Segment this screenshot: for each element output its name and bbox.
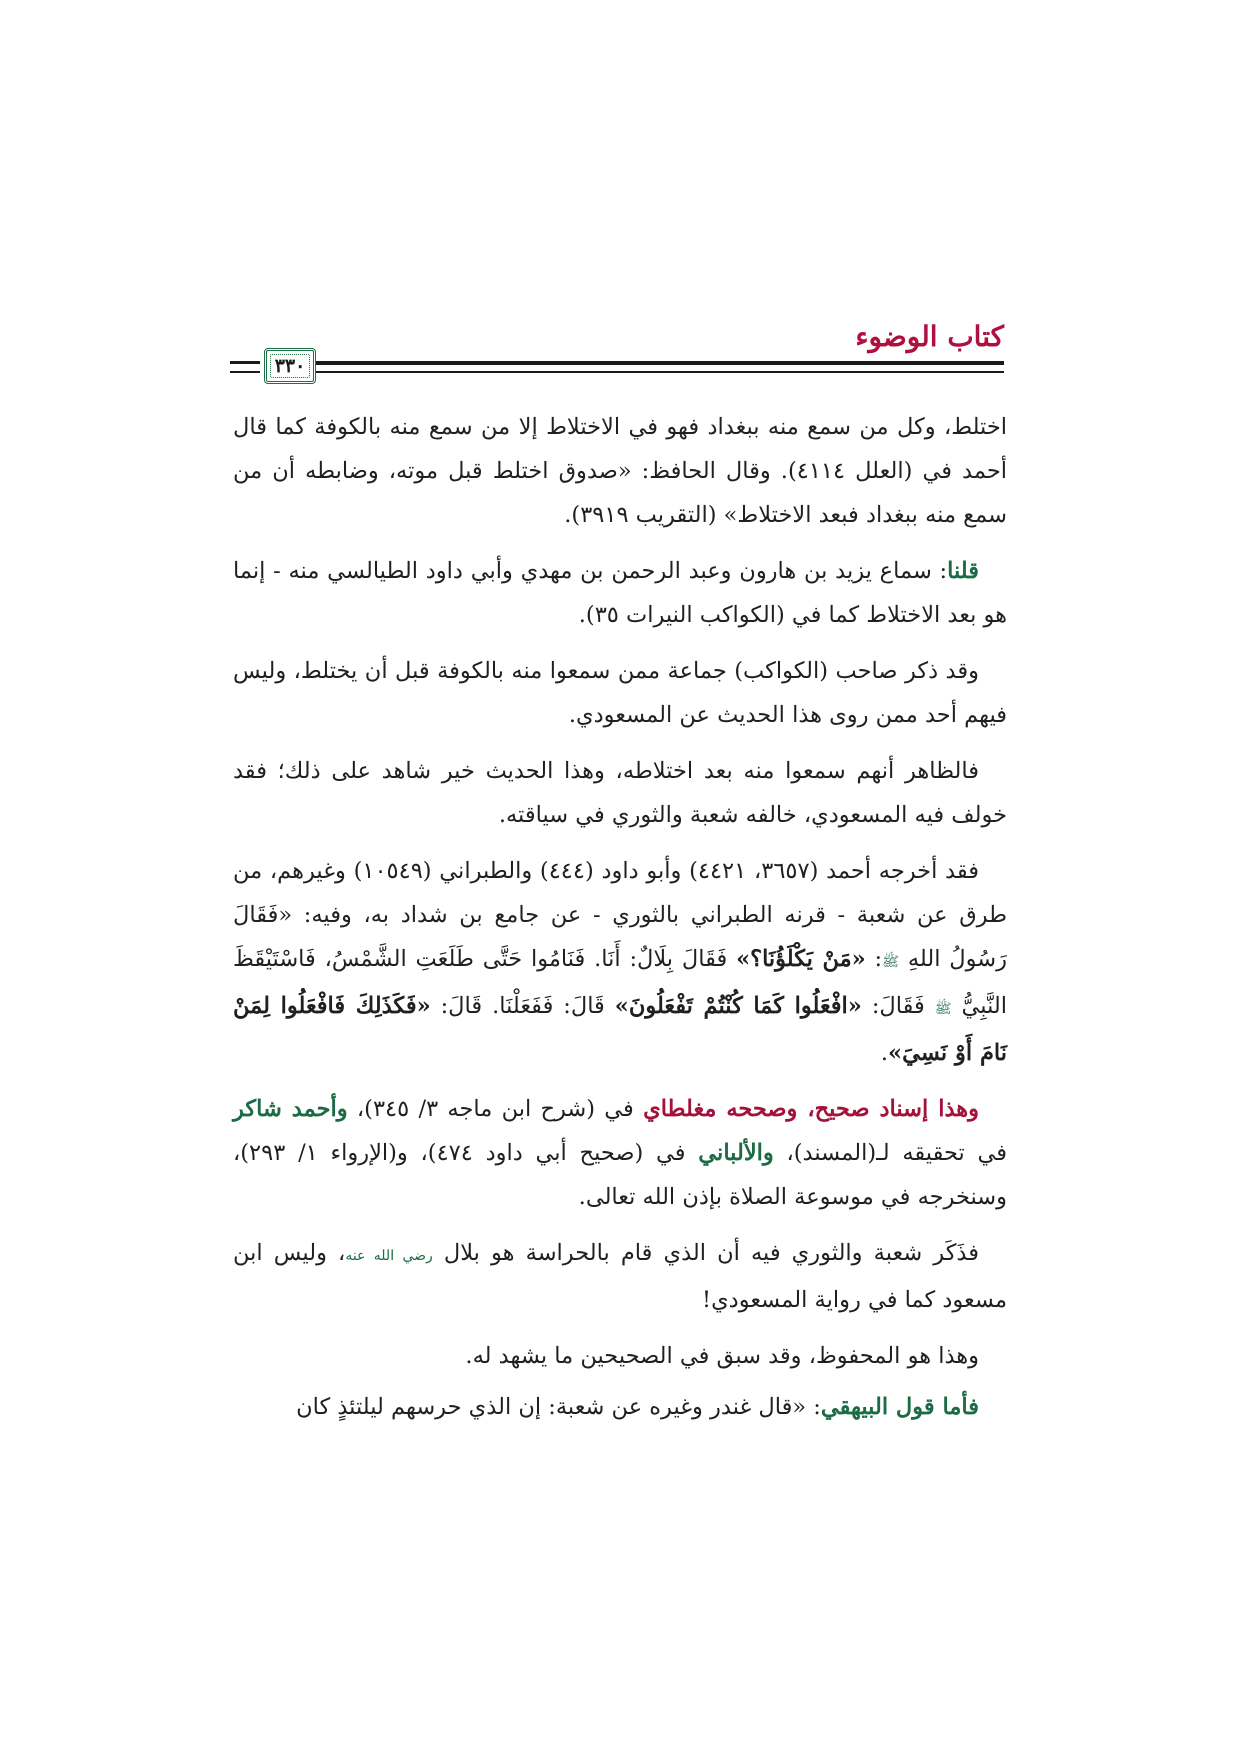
hadith-quote-3: «فَكَذَلِكَ فَافْعَلُوا لِمَنْ نَامَ أَوْ نَسِيَ» xyxy=(233,993,1007,1066)
ahmad-shakir-label: وأحمد شاكر xyxy=(233,1096,348,1122)
page-number: ٣٣٠ xyxy=(274,355,306,377)
paragraph-5-text-6: . xyxy=(880,1040,889,1066)
paragraph-5-text-4: فَقَالَ: xyxy=(861,993,935,1019)
isnad-sahih-label: وهذا إسناد صحيح، وصححه مغلطاي xyxy=(643,1096,980,1122)
paragraph-6-text-1: في (شرح ابن ماجه ٣/ ٣٤٥)، xyxy=(347,1096,644,1122)
paragraph-6-text-2: في تحقيقه لـ(المسند)، xyxy=(773,1140,1007,1166)
paragraph-7-text-2: ، وليس ابن مسعود كما في رواية المسعودي! xyxy=(233,1240,1007,1313)
paragraph-4-text: فالظاهر أنهم سمعوا منه بعد اختلاطه، وهذا الحديث خير شاهد على ذلك؛ فقد خولف فيه المسعودي، خالفه شعبة والثوري في سياقته. xyxy=(233,758,1007,828)
hadith-quote-2: «افْعَلُوا كَمَا كُنْتُمْ تَفْعَلُونَ» xyxy=(614,993,862,1019)
header-rule-thick xyxy=(296,361,1004,365)
albani-label: والألباني xyxy=(698,1140,774,1166)
qulna-label: قلنا xyxy=(947,558,979,584)
salawat-glyph-2: ﷺ xyxy=(934,1001,952,1017)
paragraph-8-text: وهذا هو المحفوظ، وقد سبق في الصحيحين ما يشهد له. xyxy=(465,1343,979,1369)
salawat-glyph: ﷺ xyxy=(882,954,900,970)
paragraph-9 xyxy=(233,1385,1007,1429)
page-body xyxy=(233,405,1007,1441)
header-rule-left-thick xyxy=(230,361,260,364)
paragraph-3 xyxy=(233,649,1007,737)
paragraph-5-text-5: قَالَ: فَفَعَلْنَا. قَالَ: xyxy=(430,993,615,1019)
page-number-frame xyxy=(264,348,316,384)
paragraph-5 xyxy=(233,849,1007,1075)
paragraph-2 xyxy=(233,549,1007,637)
bayhaqi-label: فأما قول البيهقي xyxy=(820,1394,979,1420)
header-rule-thin xyxy=(296,371,1004,373)
book-title: كتاب الوضوء xyxy=(855,320,1004,353)
hadith-quote-1: «مَنْ يَكْلَؤُنَا؟» xyxy=(736,946,866,972)
page-header xyxy=(235,320,1004,382)
paragraph-5-text-1: فقد أخرجه أحمد (٣٦٥٧، ٤٤٢١) وأبو داود (٤٤٤) والطبراني (١٠٥٤٩) وغيرهم، من طرق عن شعبة - قرنه الطبراني بالثوري - عن جامع بن شداد به، وفيه: «فَقَالَ رَسُولُ اللهِ xyxy=(233,858,1007,972)
paragraph-3-text: وقد ذكر صاحب (الكواكب) جماعة ممن سمعوا منه بالكوفة قبل أن يختلط، وليس فيهم أحد ممن روى هذا الحديث عن المسعودي. xyxy=(233,658,1007,728)
paragraph-6-text-3: في (صحيح أبي داود ٤٧٤)، و(الإرواء ١/ ٢٩٣)، وسنخرجه في موسوعة الصلاة بإذن الله تعالى. xyxy=(233,1140,1007,1210)
paragraph-2-text: : سماع يزيد بن هارون وعبد الرحمن بن مهدي وأبي داود الطيالسي منه - إنما هو بعد الاختلاط كما في (الكواكب النيرات ٣٥). xyxy=(233,558,1007,628)
paragraph-7 xyxy=(233,1231,1007,1322)
paragraph-7-text-1: فذَكَر شعبة والثوري فيه أن الذي قام بالحراسة هو بلال xyxy=(432,1240,979,1266)
paragraph-1 xyxy=(233,405,1007,537)
paragraph-1-text: اختلط، وكل من سمع منه ببغداد فهو في الاختلاط إلا من سمع منه بالكوفة كما قال أحمد في (العلل ٤١١٤). وقال الحافظ: «صدوق اختلط قبل موته، وضابطه أن من سمع منه ببغداد فبعد الاختلاط» (التقريب ٣٩١٩). xyxy=(233,414,1007,528)
header-rule-left-thin xyxy=(230,371,260,373)
paragraph-5-text-3: فَقَالَ بِلَالٌ: أَنَا. فَنَامُوا حَتَّى طَلَعَتِ الشَّمْسُ، فَاسْتَيْقَظَ النَّبِيُّ xyxy=(233,946,1007,1019)
paragraph-9-text: : «قال غندر وغيره عن شعبة: إن الذي حرسهم ليلتئذٍ كان xyxy=(296,1394,821,1420)
radiyallah-glyph: رضي الله عنه xyxy=(345,1248,433,1264)
paragraph-5-text-2: : xyxy=(865,946,883,972)
paragraph-8 xyxy=(233,1334,1007,1378)
paragraph-4 xyxy=(233,749,1007,837)
paragraph-6 xyxy=(233,1087,1007,1219)
